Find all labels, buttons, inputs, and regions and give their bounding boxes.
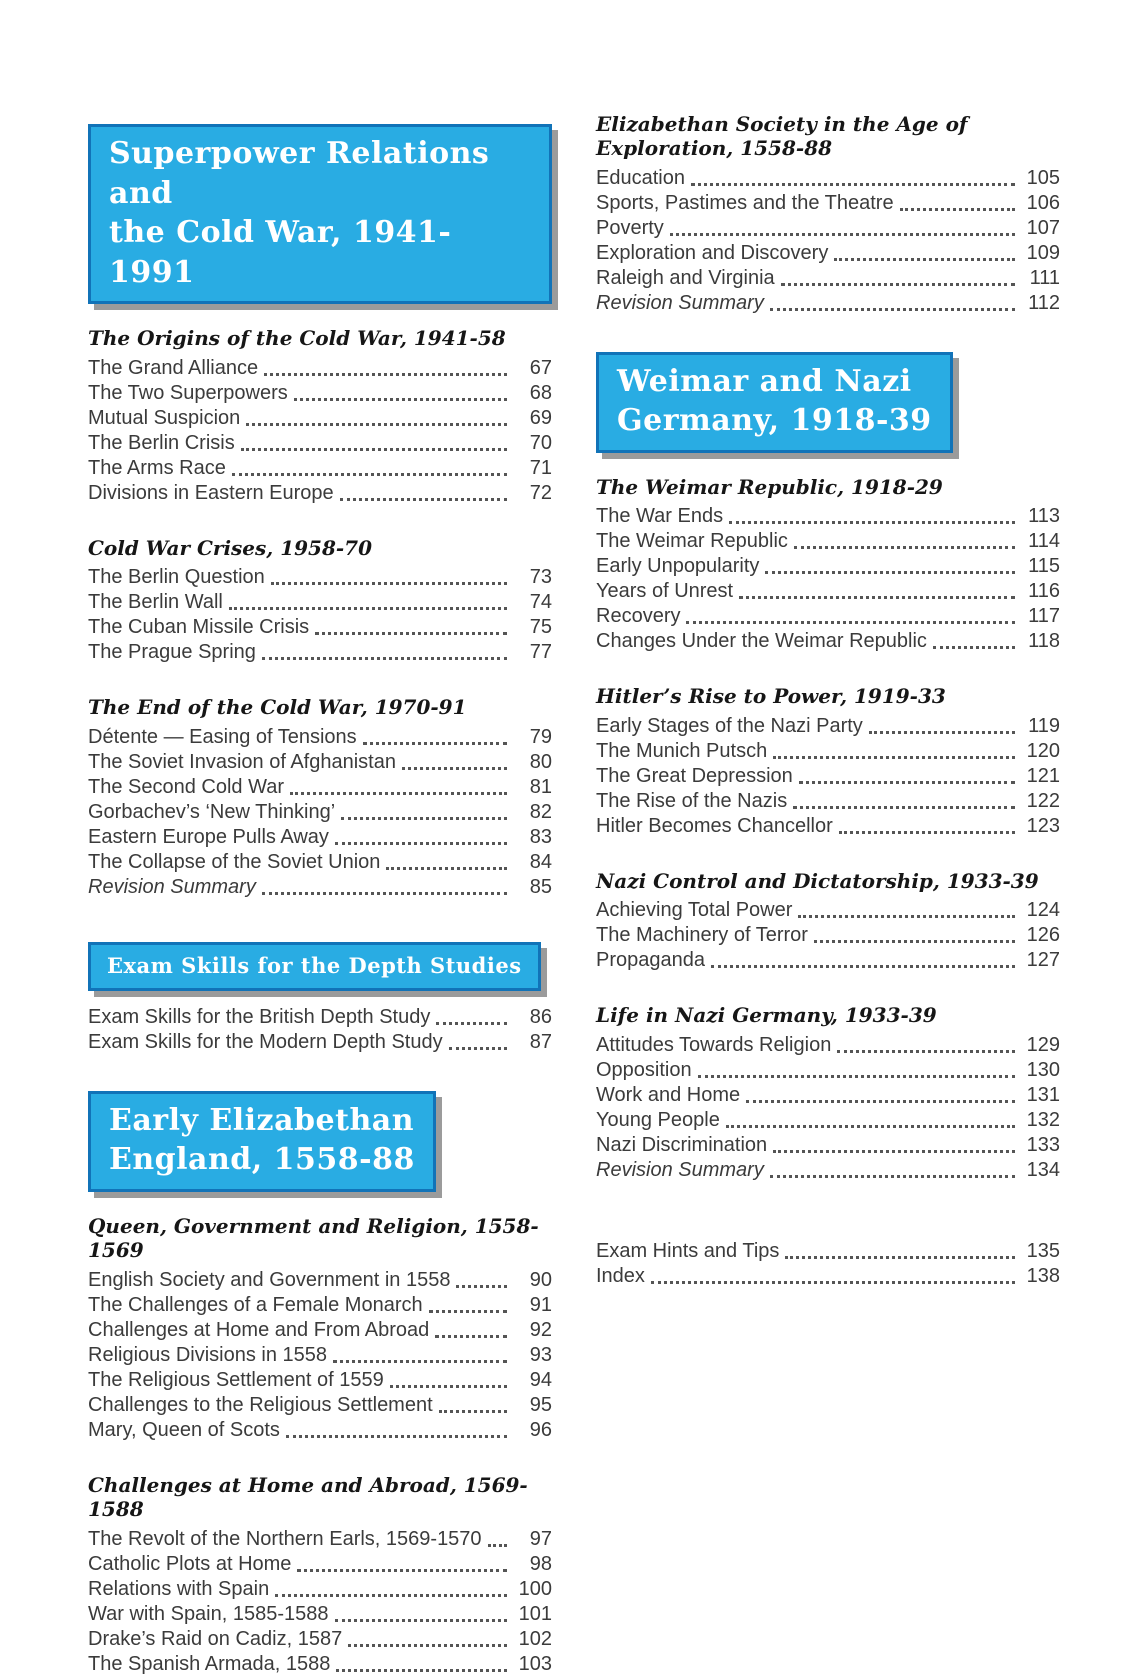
toc-entry <box>596 764 1060 789</box>
dotted-leader <box>340 498 507 501</box>
toc-section <box>596 1003 1060 1182</box>
dotted-leader <box>691 183 1015 186</box>
toc-entry-label: Revision Summary <box>88 875 256 898</box>
dotted-leader <box>456 1285 507 1288</box>
toc-entry <box>88 1602 552 1627</box>
dotted-leader <box>834 258 1015 261</box>
toc-entry <box>596 923 1060 948</box>
toc-entry <box>88 1293 552 1318</box>
dotted-leader <box>726 1125 1015 1128</box>
dotted-leader <box>770 1175 1015 1178</box>
toc-entry-page: 98 <box>529 1552 552 1575</box>
toc-entry-label: The Second Cold War <box>88 775 285 798</box>
section-heading: The Weimar Republic, 1918-29 <box>596 474 943 499</box>
toc-entry-label: The Cuban Missile Crisis <box>88 616 310 639</box>
toc-entry-page: 83 <box>529 825 552 848</box>
toc-entry-page: 92 <box>529 1318 552 1341</box>
toc-entry-page: 116 <box>1028 580 1060 603</box>
toc-entry <box>88 750 552 775</box>
toc-entry-page: 121 <box>1026 764 1060 787</box>
toc-entry-label: Nazi Discrimination <box>596 1133 768 1156</box>
chapter-banner-title: England, 1558-88 <box>109 1142 415 1178</box>
dotted-leader <box>773 1150 1015 1153</box>
toc-entry-label: Relations with Spain <box>88 1577 270 1600</box>
toc-entry-page: 102 <box>518 1627 552 1650</box>
toc-section <box>88 1473 552 1677</box>
chapter-banner-title: Early Elizabethan <box>109 1102 414 1138</box>
dotted-leader <box>264 373 507 376</box>
toc-entry-label: Divisions in Eastern Europe <box>88 481 334 504</box>
toc-entry-page: 96 <box>529 1418 552 1441</box>
toc-entry-label: Exploration and Discovery <box>596 241 829 264</box>
toc-entry <box>596 1133 1060 1158</box>
toc-section <box>88 695 552 899</box>
toc-entry-label: The Revolt of the Northern Earls, 1569-1570 <box>88 1527 482 1550</box>
toc-entry-page: 127 <box>1026 949 1060 972</box>
dotted-leader <box>386 867 507 870</box>
chapter-banner <box>88 1091 436 1192</box>
toc-entry <box>88 1268 552 1293</box>
toc-entry-label: The Munich Putsch <box>596 739 768 762</box>
chapter-banner <box>88 942 541 991</box>
toc-entry-label: Education <box>596 166 685 189</box>
toc-section <box>596 475 1060 654</box>
toc-entry <box>596 898 1060 923</box>
toc-entry-label: The War Ends <box>596 505 724 528</box>
toc-entry-page: 97 <box>529 1527 552 1550</box>
section-heading: Cold War Crises, 1958-70 <box>88 535 373 560</box>
toc-entry-page: 129 <box>1026 1033 1060 1056</box>
dotted-leader <box>286 1435 507 1438</box>
section-heading: Challenges at Home and Abroad, 1569-1588 <box>88 1472 528 1522</box>
toc-entry-label: Drake’s Raid on Cadiz, 1587 <box>88 1627 343 1650</box>
toc-entry-page: 100 <box>518 1577 552 1600</box>
toc-entry-label: War with Spain, 1585-1588 <box>88 1602 329 1625</box>
toc-entry-page: 138 <box>1026 1264 1060 1287</box>
dotted-leader <box>900 208 1015 211</box>
toc-entry <box>596 266 1060 291</box>
toc-entry-label: Religious Divisions in 1558 <box>88 1343 328 1366</box>
toc-entry-label: Propaganda <box>596 949 705 972</box>
toc-entry-page: 72 <box>529 481 552 504</box>
dotted-leader <box>336 1669 507 1672</box>
dotted-leader <box>429 1310 507 1313</box>
toc-entry-page: 85 <box>529 875 552 898</box>
toc-entry <box>88 615 552 640</box>
toc-entry-label: Mary, Queen of Scots <box>88 1418 280 1441</box>
dotted-leader <box>837 1050 1015 1053</box>
section-heading: Queen, Government and Religion, 1558-1569 <box>88 1213 539 1263</box>
dotted-leader <box>335 842 507 845</box>
toc-entry-page: 90 <box>529 1268 552 1291</box>
toc-entry <box>596 1083 1060 1108</box>
toc-entry <box>596 166 1060 191</box>
toc-entry-label: The Two Superpowers <box>88 381 288 404</box>
toc-entry-label: The Religious Settlement of 1559 <box>88 1368 384 1391</box>
toc-entry <box>88 775 552 800</box>
toc-entry-label: Gorbachev’s ‘New Thinking’ <box>88 800 336 823</box>
toc-column-right <box>596 112 1060 1677</box>
toc-entry-label: Changes Under the Weimar Republic <box>596 630 927 653</box>
toc-entry-label: Early Unpopularity <box>596 555 760 578</box>
chapter-banner <box>88 124 552 304</box>
chapter-banner-title: Exam Skills for the Depth Studies <box>107 952 522 978</box>
toc-entry-page: 79 <box>529 725 552 748</box>
toc-entry <box>88 1652 552 1677</box>
dotted-leader <box>262 892 507 895</box>
section-heading: The Origins of the Cold War, 1941-58 <box>88 326 506 351</box>
toc-column-left <box>88 112 552 1677</box>
toc-entry-label: Work and Home <box>596 1083 741 1106</box>
toc-entry-label: Exam Skills for the Modern Depth Study <box>88 1030 443 1053</box>
toc-entry-page: 95 <box>529 1393 552 1416</box>
toc-entry-page: 119 <box>1028 714 1060 737</box>
toc-entry-page: 77 <box>529 641 552 664</box>
toc-entry-page: 73 <box>529 566 552 589</box>
toc-entry-label: The Arms Race <box>88 456 226 479</box>
toc-entry <box>88 640 552 665</box>
toc-entry-label: Index <box>596 1264 645 1287</box>
toc-entry-page: 81 <box>529 775 552 798</box>
dotted-leader <box>435 1335 507 1338</box>
toc-entry <box>88 875 552 900</box>
dotted-leader <box>793 806 1015 809</box>
dotted-leader <box>402 767 507 770</box>
toc-entry-label: Opposition <box>596 1058 692 1081</box>
dotted-leader <box>390 1385 507 1388</box>
dotted-leader <box>933 646 1015 649</box>
toc-entry-page: 103 <box>518 1652 552 1675</box>
toc-section <box>88 536 552 665</box>
toc-entry <box>596 714 1060 739</box>
toc-entry <box>596 1058 1060 1083</box>
toc-entry-label: Sports, Pastimes and the Theatre <box>596 191 894 214</box>
dotted-leader <box>315 632 507 635</box>
dotted-leader <box>341 817 507 820</box>
toc-entry-page: 124 <box>1026 899 1060 922</box>
dotted-leader <box>670 233 1015 236</box>
toc-entry-label: Achieving Total Power <box>596 899 793 922</box>
toc-entry <box>88 1627 552 1652</box>
toc-entry <box>88 381 552 406</box>
dotted-leader <box>746 1100 1015 1103</box>
toc-entry-page: 67 <box>529 356 552 379</box>
toc-entry <box>596 1264 1060 1289</box>
toc-entry <box>88 1552 552 1577</box>
toc-entry-page: 69 <box>529 406 552 429</box>
dotted-leader <box>814 940 1015 943</box>
toc-entry-label: The Great Depression <box>596 764 793 787</box>
toc-entry-label: Détente — Easing of Tensions <box>88 725 357 748</box>
dotted-leader <box>363 742 507 745</box>
toc-entry-label: Challenges at Home and From Abroad <box>88 1318 430 1341</box>
dotted-leader <box>739 596 1015 599</box>
chapter-banner-title: Germany, 1918-39 <box>617 403 932 439</box>
toc-entry-page: 122 <box>1026 789 1060 812</box>
toc-entry-page: 91 <box>529 1293 552 1316</box>
toc-entry-page: 70 <box>529 431 552 454</box>
toc-entry <box>88 1577 552 1602</box>
toc-entry <box>596 629 1060 654</box>
dotted-leader <box>290 792 507 795</box>
toc-entry-page: 114 <box>1028 530 1060 553</box>
toc-entry-label: Young People <box>596 1108 720 1131</box>
toc-entry <box>596 291 1060 316</box>
toc-entry-label: Exam Hints and Tips <box>596 1239 780 1262</box>
toc-entry-label: Years of Unrest <box>596 580 734 603</box>
toc-entry <box>88 1343 552 1368</box>
toc-entry-page: 74 <box>529 591 552 614</box>
dotted-leader <box>711 965 1015 968</box>
toc-entry <box>88 1005 552 1030</box>
toc-entry <box>88 590 552 615</box>
toc-entry-page: 107 <box>1026 216 1060 239</box>
toc-entry-page: 118 <box>1028 630 1060 653</box>
dotted-leader <box>839 831 1015 834</box>
dotted-leader <box>436 1022 507 1025</box>
toc-section <box>596 684 1060 838</box>
toc-entry-page: 130 <box>1026 1058 1060 1081</box>
toc-section <box>88 326 552 505</box>
toc-entry-label: The Soviet Invasion of Afghanistan <box>88 750 396 773</box>
toc-entry-page: 71 <box>529 456 552 479</box>
toc-entry <box>88 1527 552 1552</box>
toc-entry-page: 135 <box>1026 1239 1060 1262</box>
toc-entry-page: 105 <box>1026 166 1060 189</box>
toc-entry-label: Catholic Plots at Home <box>88 1552 292 1575</box>
dotted-leader <box>333 1360 507 1363</box>
toc-entry <box>88 1368 552 1393</box>
toc-entry <box>88 825 552 850</box>
toc-entry <box>88 481 552 506</box>
toc-entry <box>596 216 1060 241</box>
toc-entry <box>596 579 1060 604</box>
toc-entry-page: 109 <box>1026 241 1060 264</box>
dotted-leader <box>246 423 507 426</box>
toc-entry-label: Eastern Europe Pulls Away <box>88 825 329 848</box>
toc-entry <box>88 1418 552 1443</box>
toc-entry-label: The Berlin Crisis <box>88 431 235 454</box>
chapter-banner <box>596 352 953 453</box>
dotted-leader <box>770 308 1015 311</box>
dotted-leader <box>798 915 1015 918</box>
toc-columns <box>88 112 1132 1677</box>
toc-entry-page: 113 <box>1028 505 1060 528</box>
dotted-leader <box>297 1569 507 1572</box>
dotted-leader <box>449 1047 507 1050</box>
toc-section <box>596 1239 1060 1289</box>
dotted-leader <box>773 756 1015 759</box>
toc-entry-label: Attitudes Towards Religion <box>596 1033 832 1056</box>
toc-entry-page: 87 <box>529 1030 552 1053</box>
toc-entry-page: 123 <box>1026 814 1060 837</box>
toc-entry-label: Early Stages of the Nazi Party <box>596 714 863 737</box>
toc-entry <box>596 789 1060 814</box>
toc-entry <box>88 725 552 750</box>
dotted-leader <box>686 621 1015 624</box>
dotted-leader <box>698 1075 1015 1078</box>
toc-entry-label: The Machinery of Terror <box>596 924 808 947</box>
dotted-leader <box>439 1410 507 1413</box>
section-heading: The End of the Cold War, 1970-91 <box>88 695 467 720</box>
toc-entry-label: The Berlin Wall <box>88 591 223 614</box>
toc-section <box>88 1005 552 1055</box>
toc-entry <box>88 1393 552 1418</box>
dotted-leader <box>229 607 507 610</box>
toc-entry-label: Revision Summary <box>596 1158 764 1181</box>
toc-section <box>596 869 1060 973</box>
dotted-leader <box>271 582 507 585</box>
toc-entry-page: 84 <box>529 850 552 873</box>
toc-entry <box>88 850 552 875</box>
toc-entry <box>596 814 1060 839</box>
toc-entry-label: The Rise of the Nazis <box>596 789 788 812</box>
toc-entry <box>596 1108 1060 1133</box>
toc-entry-page: 120 <box>1026 739 1060 762</box>
section-heading: Nazi Control and Dictatorship, 1933-39 <box>596 868 1039 893</box>
toc-entry-page: 111 <box>1029 266 1060 289</box>
toc-entry-label: Poverty <box>596 216 664 239</box>
dotted-leader <box>488 1544 507 1547</box>
toc-entry-label: The Grand Alliance <box>88 356 259 379</box>
toc-entry <box>88 456 552 481</box>
toc-entry <box>596 1239 1060 1264</box>
toc-entry <box>88 431 552 456</box>
dotted-leader <box>294 398 507 401</box>
toc-entry-page: 93 <box>529 1343 552 1366</box>
toc-entry-label: The Berlin Question <box>88 566 265 589</box>
dotted-leader <box>262 657 507 660</box>
chapter-banner-title: Weimar and Nazi <box>617 363 912 399</box>
dotted-leader <box>869 731 1015 734</box>
toc-entry <box>596 554 1060 579</box>
toc-entry-label: Challenges to the Religious Settlement <box>88 1393 433 1416</box>
toc-entry <box>596 529 1060 554</box>
toc-entry-label: English Society and Government in 1558 <box>88 1268 451 1291</box>
toc-entry <box>88 1030 552 1055</box>
toc-entry-page: 112 <box>1028 291 1060 314</box>
toc-entry-label: The Weimar Republic <box>596 530 788 553</box>
toc-entry-label: Hitler Becomes Chancellor <box>596 814 833 837</box>
dotted-leader <box>348 1644 507 1647</box>
section-heading: Elizabethan Society in the Age of Exploration, 1558-88 <box>596 112 968 161</box>
toc-entry-label: Raleigh and Virginia <box>596 266 775 289</box>
toc-entry-page: 133 <box>1026 1133 1060 1156</box>
chapter-banner-title: Superpower Relations and <box>109 136 490 211</box>
section-heading: Life in Nazi Germany, 1933-39 <box>596 1003 937 1028</box>
toc-entry-page: 80 <box>529 750 552 773</box>
toc-entry <box>596 504 1060 529</box>
toc-entry-page: 106 <box>1026 191 1060 214</box>
toc-entry <box>88 356 552 381</box>
toc-entry-page: 117 <box>1028 605 1060 628</box>
toc-entry <box>596 241 1060 266</box>
toc-entry <box>88 406 552 431</box>
toc-entry <box>596 1033 1060 1058</box>
toc-entry <box>88 565 552 590</box>
toc-entry <box>596 604 1060 629</box>
toc-entry-label: The Collapse of the Soviet Union <box>88 850 381 873</box>
section-heading: Hitler’s Rise to Power, 1919-33 <box>596 684 946 709</box>
dotted-leader <box>651 1281 1015 1284</box>
chapter-banner-title: the Cold War, 1941-1991 <box>109 215 452 290</box>
toc-entry-page: 126 <box>1026 924 1060 947</box>
toc-entry-label: Revision Summary <box>596 291 764 314</box>
toc-entry-label: The Spanish Armada, 1588 <box>88 1652 331 1675</box>
toc-entry-label: Exam Skills for the British Depth Study <box>88 1005 431 1028</box>
dotted-leader <box>785 1256 1015 1259</box>
toc-entry <box>596 739 1060 764</box>
dotted-leader <box>335 1619 507 1622</box>
toc-entry <box>596 1158 1060 1183</box>
toc-entry-label: The Prague Spring <box>88 641 256 664</box>
dotted-leader <box>275 1594 507 1597</box>
toc-entry-page: 86 <box>529 1005 552 1028</box>
toc-entry-page: 132 <box>1026 1108 1060 1131</box>
toc-entry-page: 75 <box>529 616 552 639</box>
toc-entry-label: The Challenges of a Female Monarch <box>88 1293 423 1316</box>
toc-entry-page: 115 <box>1028 555 1060 578</box>
dotted-leader <box>765 571 1015 574</box>
dotted-leader <box>794 546 1015 549</box>
toc-entry <box>596 948 1060 973</box>
toc-entry-page: 101 <box>518 1602 552 1625</box>
toc-section <box>596 112 1060 316</box>
toc-entry-page: 82 <box>529 800 552 823</box>
toc-section <box>88 1214 552 1443</box>
toc-entry-page: 131 <box>1026 1083 1060 1106</box>
dotted-leader <box>232 473 507 476</box>
dotted-leader <box>799 781 1015 784</box>
toc-entry-page: 94 <box>529 1368 552 1391</box>
toc-entry-label: Mutual Suspicion <box>88 406 241 429</box>
toc-entry <box>88 1318 552 1343</box>
dotted-leader <box>729 521 1015 524</box>
toc-entry-page: 68 <box>529 381 552 404</box>
dotted-leader <box>241 448 507 451</box>
toc-entry <box>596 191 1060 216</box>
toc-entry-page: 134 <box>1026 1158 1060 1181</box>
dotted-leader <box>781 283 1015 286</box>
toc-entry <box>88 800 552 825</box>
toc-entry-label: Recovery <box>596 605 681 628</box>
